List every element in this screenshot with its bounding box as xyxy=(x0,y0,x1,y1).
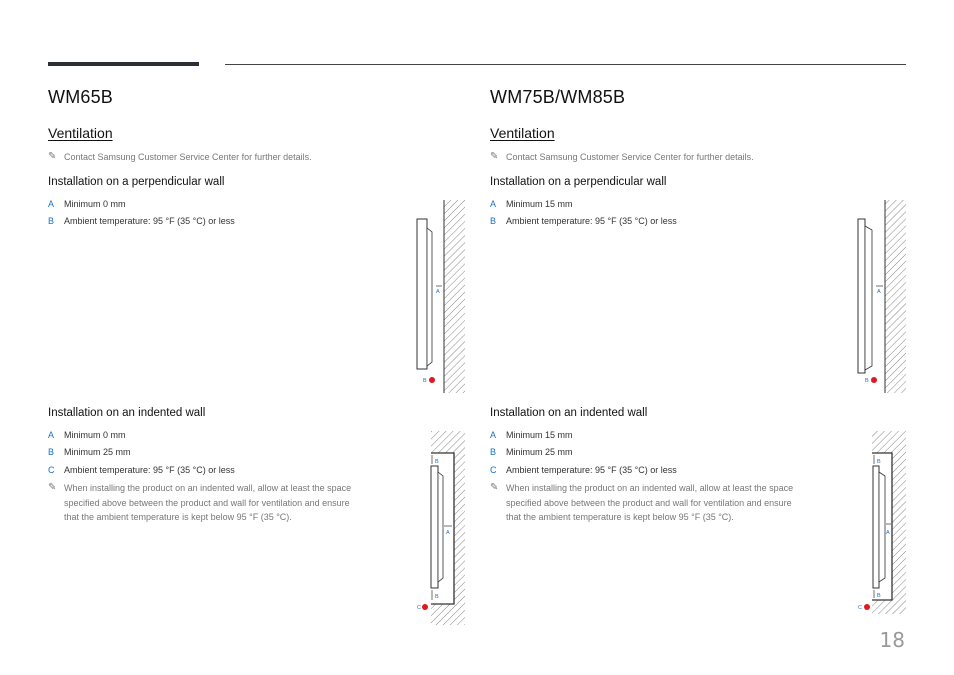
diagram-label-c: C xyxy=(417,605,421,611)
diagram-label-a: A xyxy=(886,530,890,536)
section-title-ventilation-right: Ventilation xyxy=(490,125,555,141)
pencil-note-icon: ✎ xyxy=(48,482,57,493)
list-item: A Minimum 0 mm xyxy=(48,199,126,209)
indented-wall-diagram-right xyxy=(858,431,906,614)
list-item: C Ambient temperature: 95 °F (35 °C) or less xyxy=(490,465,677,475)
model-title-right: WM75B/WM85B xyxy=(490,87,626,107)
perpendicular-wall-diagram-left xyxy=(417,200,465,393)
list-item: B Minimum 25 mm xyxy=(490,447,573,457)
indented-wall-diagram-left xyxy=(417,431,465,625)
diagram-label-b: B xyxy=(877,593,881,599)
diagram-label-b: B xyxy=(865,378,869,384)
perpendicular-wall-diagram-right xyxy=(858,200,906,393)
temperature-dot xyxy=(864,604,870,610)
indented-note-right: ✎ When installing the product on an indented wall, allow at least the space specified above between the product and wall for ventilation and ensure that the ambient temperature is kept below 95 °F (35 °C). xyxy=(490,481,850,525)
contact-note-text: Contact Samsung Customer Service Center for further details. xyxy=(506,152,754,162)
perpendicular-heading-left: Installation on a perpendicular wall xyxy=(48,176,225,188)
pencil-note-icon: ✎ xyxy=(48,151,57,162)
page-number: 18 xyxy=(879,628,905,652)
list-item: B Minimum 25 mm xyxy=(48,447,131,457)
list-item: A Minimum 0 mm xyxy=(48,430,126,440)
diagram-label-a: A xyxy=(436,289,440,295)
perpendicular-heading-right: Installation on a perpendicular wall xyxy=(490,176,667,188)
diagram-label-b: B xyxy=(423,378,427,384)
list-item: A Minimum 15 mm xyxy=(490,199,573,209)
diagram-label-b: B xyxy=(435,459,439,465)
diagram-label-a: A xyxy=(877,289,881,295)
list-item: C Ambient temperature: 95 °F (35 °C) or less xyxy=(48,465,235,475)
indented-heading-left: Installation on an indented wall xyxy=(48,407,206,419)
section-title-ventilation-left: Ventilation xyxy=(48,125,113,141)
list-item: A Minimum 15 mm xyxy=(490,430,573,440)
indented-note-left: ✎ When installing the product on an indented wall, allow at least the space specified above between the product and wall for ventilation and ensure that the ambient temperature is kept below 95 °F (35 °C). xyxy=(48,481,408,525)
list-item: B Ambient temperature: 95 °F (35 °C) or less xyxy=(48,216,235,226)
indented-heading-right: Installation on an indented wall xyxy=(490,407,648,419)
diagram-label-c: C xyxy=(858,605,862,611)
diagram-label-a: A xyxy=(446,530,450,536)
diagram-label-b: B xyxy=(435,594,439,600)
pencil-note-icon: ✎ xyxy=(490,151,499,162)
list-item: B Ambient temperature: 95 °F (35 °C) or less xyxy=(490,216,677,226)
diagram-label-b: B xyxy=(877,459,881,465)
temperature-dot xyxy=(422,604,428,610)
temperature-dot xyxy=(429,377,435,383)
model-title-left: WM65B xyxy=(48,87,114,107)
contact-note-text: Contact Samsung Customer Service Center for further details. xyxy=(64,152,312,162)
temperature-dot xyxy=(871,377,877,383)
pencil-note-icon: ✎ xyxy=(490,482,499,493)
